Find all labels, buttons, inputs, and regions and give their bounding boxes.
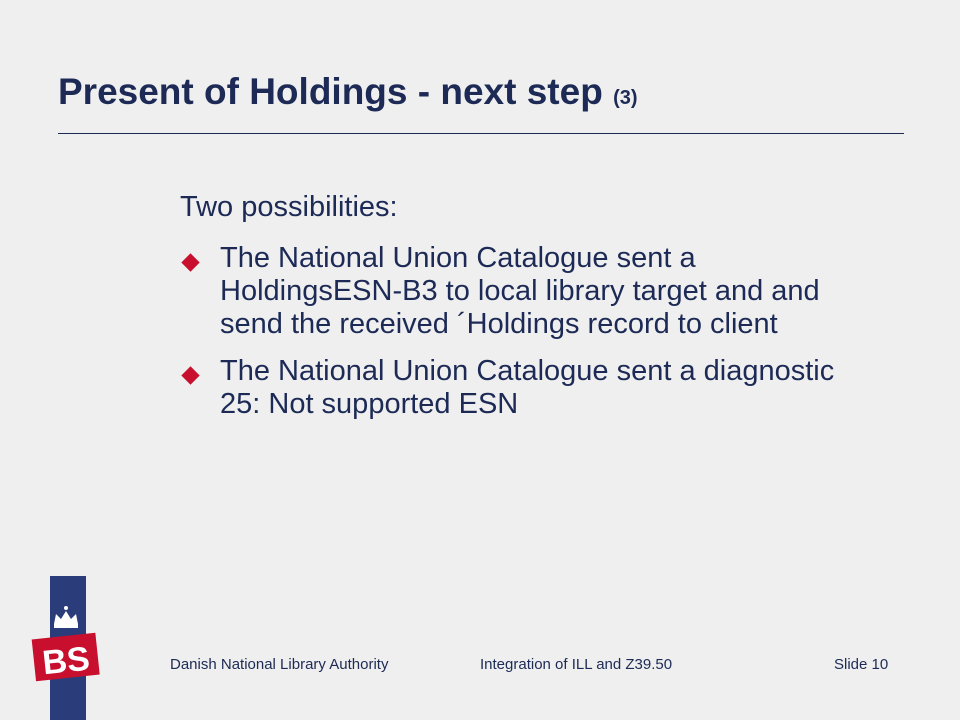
logo-letters: BS [40, 639, 92, 683]
title-divider [58, 133, 904, 134]
footer-slide-number: Slide 10 [834, 656, 889, 673]
bullet-text: The National Union Catalogue sent a HoldingsESN-B3 to local library target and and send the received ´Holdings record to client [220, 242, 820, 340]
crown-icon [54, 606, 78, 628]
intro-text: Two possibilities: [180, 191, 398, 223]
bs-logo [30, 594, 102, 686]
slide-title [58, 72, 638, 113]
slide-title-suffix: (3) [613, 87, 638, 109]
bullet-item [180, 355, 880, 421]
footer-organization: Danish National Library Authority [170, 656, 389, 673]
bullet-text: The National Union Catalogue sent a diagnostic 25: Not supported ESN [220, 355, 835, 420]
diamond-bullet-icon [181, 366, 199, 384]
diamond-bullet-icon [181, 253, 199, 271]
bullet-item [180, 242, 880, 341]
bullet-list [180, 242, 880, 435]
slide-title-text: Present of Holdings - next step [58, 71, 603, 112]
footer-presentation-title: Integration of ILL and Z39.50 [480, 656, 673, 673]
